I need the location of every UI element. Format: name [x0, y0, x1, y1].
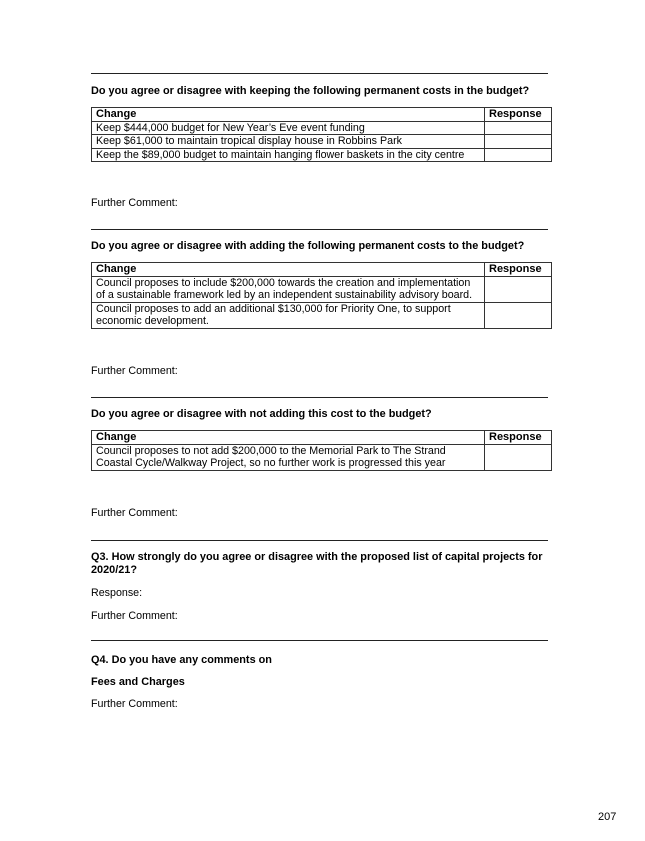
table-row — [92, 121, 552, 135]
divider-rule — [91, 229, 548, 230]
section2-question: Do you agree or disagree with adding the following permanent costs to the budget? — [91, 240, 525, 252]
divider-rule — [91, 73, 548, 74]
further-comment-label: Further Comment: — [91, 365, 178, 377]
response-label: Response: — [91, 587, 143, 599]
section1-table — [91, 107, 552, 162]
response-cell[interactable] — [485, 121, 552, 135]
table-header-row — [92, 431, 552, 445]
change-cell: Council proposes to add an additional $130,000 for Priority One, to support economic development. — [92, 302, 485, 328]
table-header-row — [92, 108, 552, 122]
change-header: Change — [92, 431, 485, 445]
section1-question: Do you agree or disagree with keeping the following permanent costs in the budget? — [91, 85, 530, 97]
change-header: Change — [92, 108, 485, 122]
page-number: 207 — [598, 811, 617, 823]
table-row — [92, 276, 552, 302]
q4-question: Q4. Do you have any comments on — [91, 654, 272, 666]
change-cell: Keep $61,000 to maintain tropical display house in Robbins Park — [92, 135, 485, 149]
response-cell[interactable] — [485, 302, 552, 328]
further-comment-label: Further Comment: — [91, 197, 178, 209]
table-header-row — [92, 263, 552, 277]
section3-table — [91, 430, 552, 471]
table-row — [92, 444, 552, 470]
response-header: Response — [485, 108, 552, 122]
response-header: Response — [485, 431, 552, 445]
change-cell: Council proposes to not add $200,000 to the Memorial Park to The Strand Coastal Cycle/Walkway Project, so no further work is progressed this year — [92, 444, 485, 470]
change-header: Change — [92, 263, 485, 277]
table-row — [92, 135, 552, 149]
response-cell[interactable] — [485, 135, 552, 149]
change-cell: Keep $444,000 budget for New Year’s Eve event funding — [92, 121, 485, 135]
divider-rule — [91, 540, 548, 541]
table-row — [92, 148, 552, 162]
change-cell: Council proposes to include $200,000 towards the creation and implementation of a sustainable framework led by an independent sustainability advisory board. — [92, 276, 485, 302]
change-cell: Keep the $89,000 budget to maintain hanging flower baskets in the city centre — [92, 148, 485, 162]
section3-question: Do you agree or disagree with not adding this cost to the budget? — [91, 408, 432, 420]
response-cell[interactable] — [485, 444, 552, 470]
further-comment-label: Further Comment: — [91, 507, 178, 519]
section2-table — [91, 262, 552, 329]
table-row — [92, 302, 552, 328]
further-comment-label: Further Comment: — [91, 698, 178, 710]
response-header: Response — [485, 263, 552, 277]
response-cell[interactable] — [485, 148, 552, 162]
further-comment-label: Further Comment: — [91, 610, 178, 622]
q4-subheading: Fees and Charges — [91, 676, 185, 688]
response-cell[interactable] — [485, 276, 552, 302]
divider-rule — [91, 397, 548, 398]
q3-question: Q3. How strongly do you agree or disagree with the proposed list of capital projects for 2020/21? — [91, 551, 543, 576]
divider-rule — [91, 640, 548, 641]
